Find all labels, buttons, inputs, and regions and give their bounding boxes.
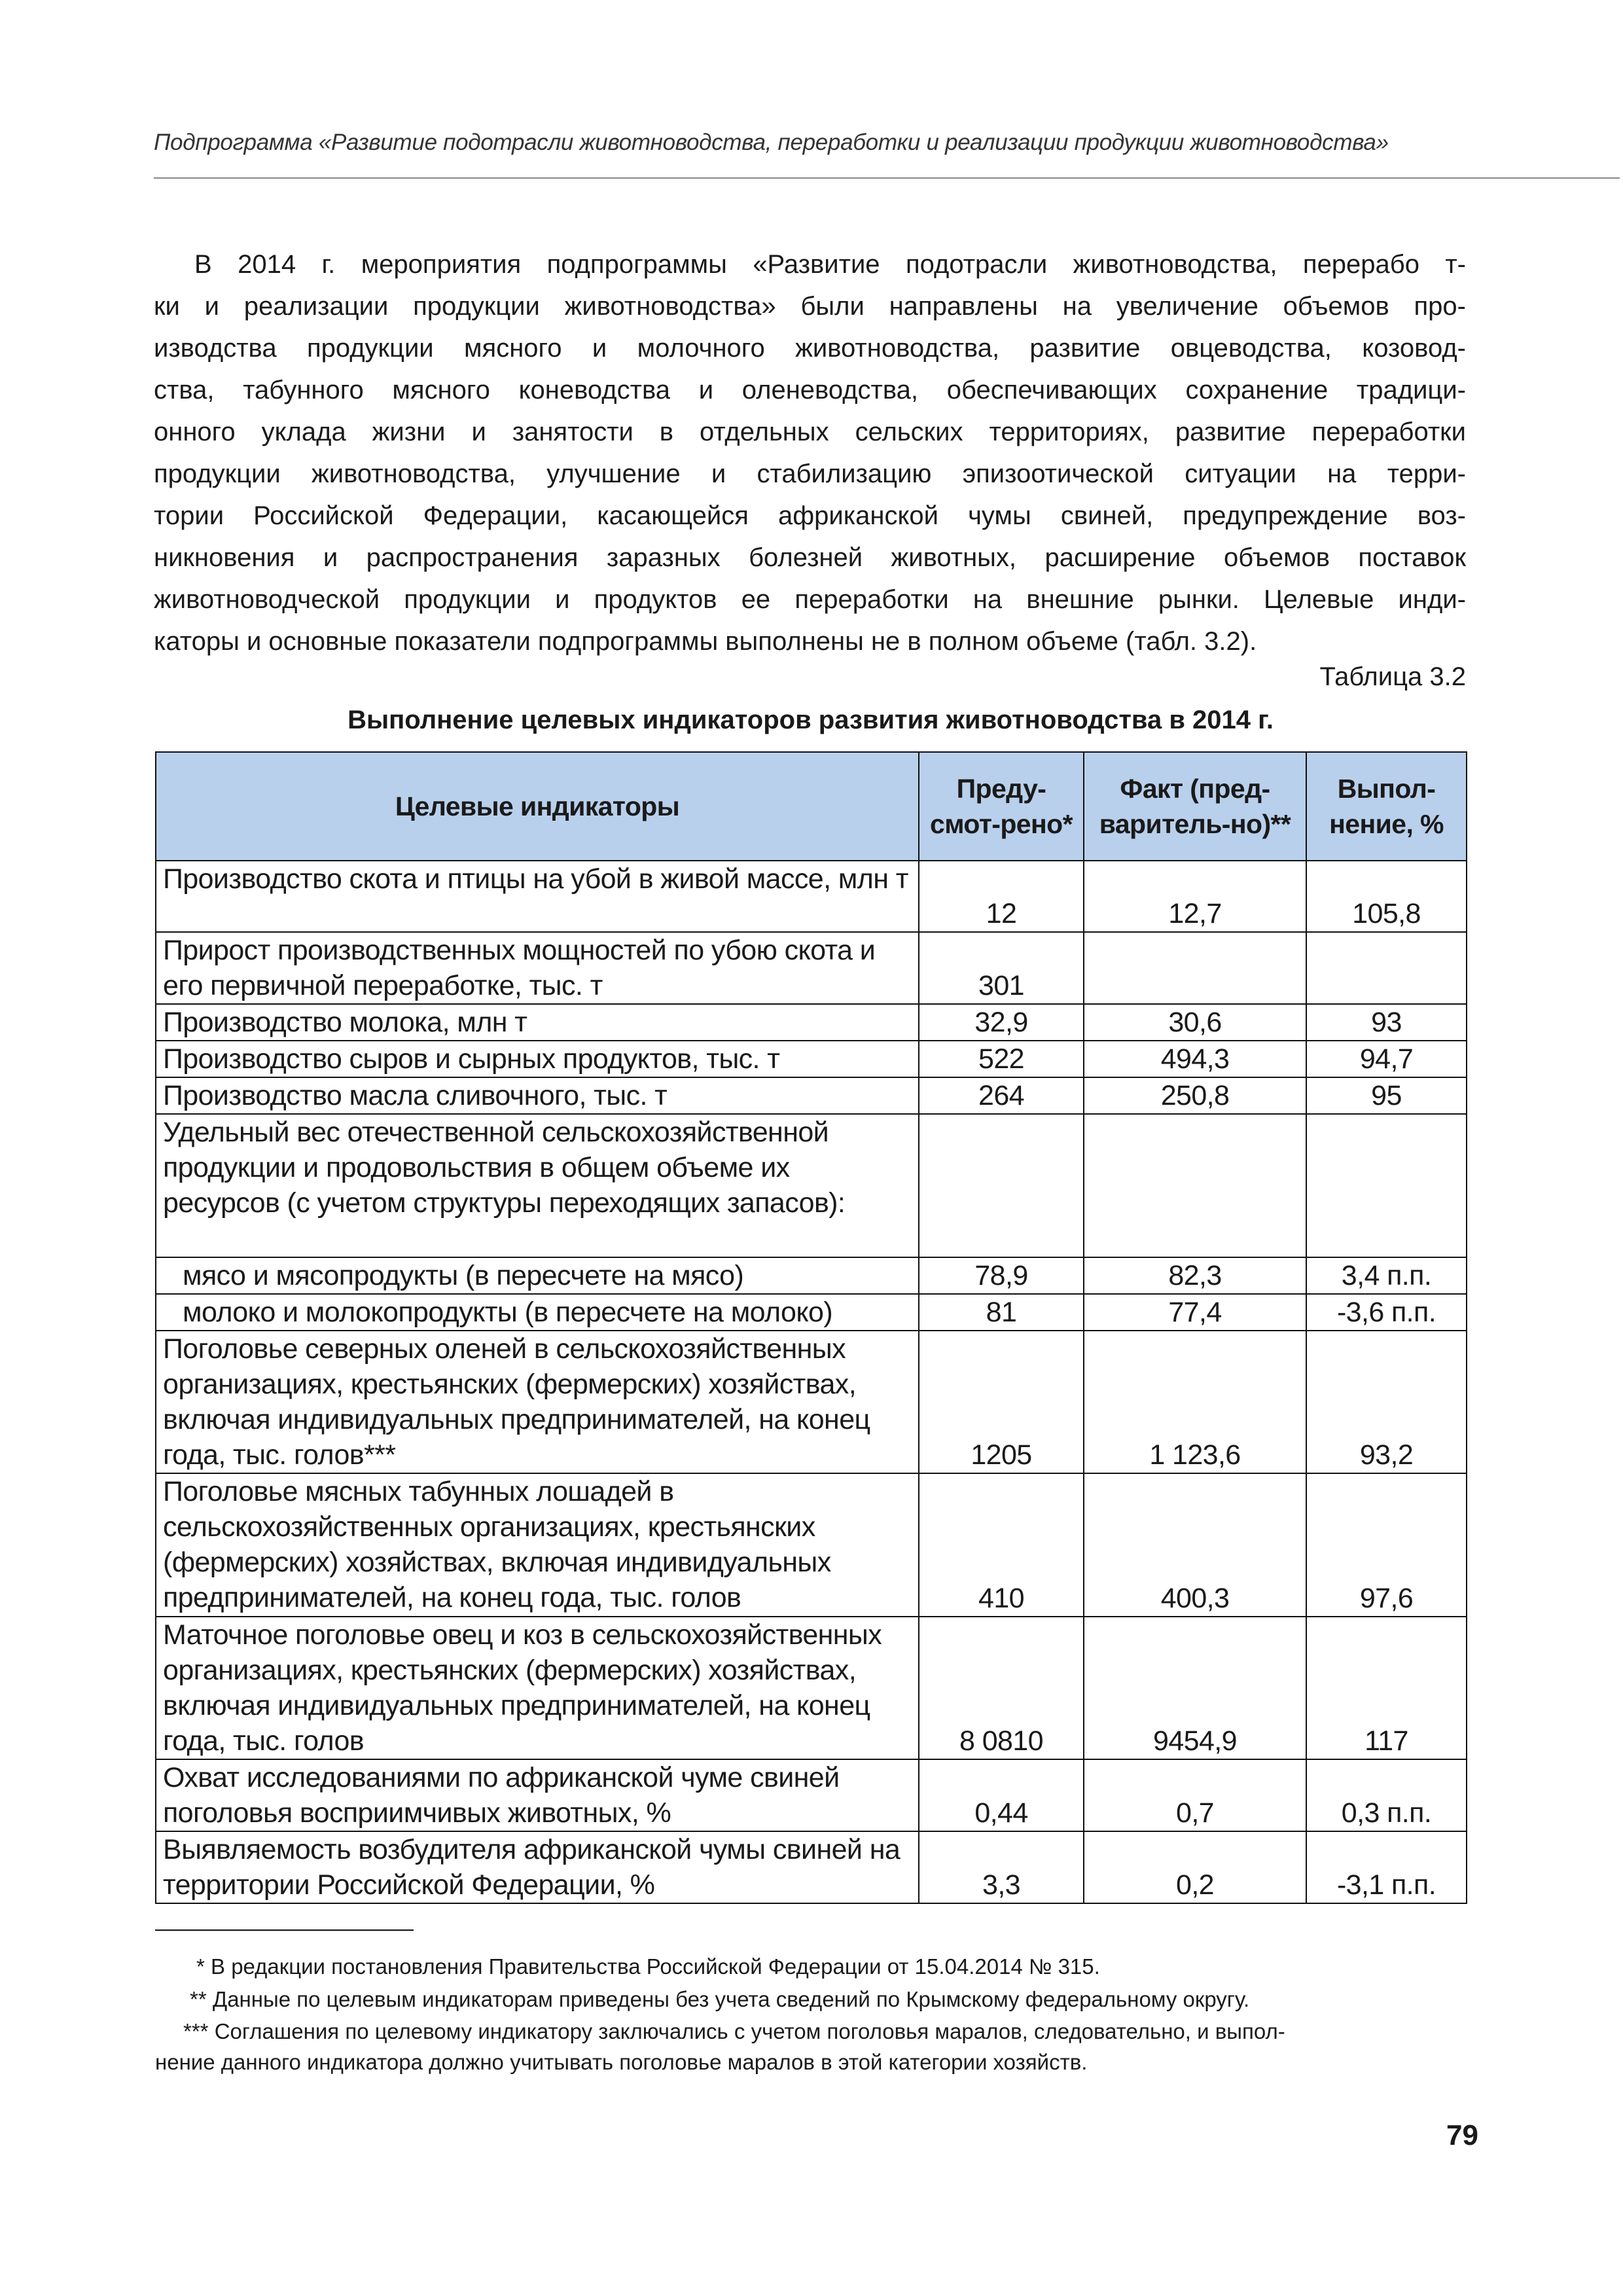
table-row: [156, 932, 1467, 1004]
col-header-planned: Преду-смот-рено*: [919, 752, 1084, 861]
planned-cell: [919, 1114, 1084, 1257]
table-row: [156, 1759, 1467, 1831]
col-header-done: Выпол-нение, %: [1306, 752, 1467, 861]
actual-cell: 30,6: [1084, 1004, 1306, 1041]
actual-cell: [1084, 1114, 1306, 1257]
planned-cell: 8 0810: [919, 1617, 1084, 1759]
paragraph-line: продукции животноводства, улучшение и стабилизацию эпизоотической ситуации на терри-: [154, 459, 1466, 488]
footnote-1: * В редакции постановления Правительства Российской Федерации от 15.04.2014 № 315.: [196, 1954, 1100, 1979]
indicator-cell: Маточное поголовье овец и коз в сельскохозяйственных организациях, крестьянских (фермерских) хозяйствах, включая индивидуальных предпринимателей, на конец года, тыс. голов: [156, 1617, 919, 1759]
indicator-cell: Поголовье северных оленей в сельскохозяйственных организациях, крестьянских (фермерских) хозяйствах, включая индивидуальных предпринимателей, на конец года, тыс. голов***: [156, 1331, 919, 1473]
done-cell: 117: [1306, 1617, 1467, 1759]
planned-cell: 264: [919, 1077, 1084, 1114]
table-row: [156, 1004, 1467, 1041]
planned-cell: 410: [919, 1473, 1084, 1617]
table-row: [156, 1294, 1467, 1331]
planned-cell: 78,9: [919, 1257, 1084, 1294]
actual-cell: 250,8: [1084, 1077, 1306, 1114]
header-rule: [154, 177, 1620, 179]
actual-cell: 9454,9: [1084, 1617, 1306, 1759]
col-header-actual: Факт (пред-варитель-но)**: [1084, 752, 1306, 861]
running-head: Подпрограмма «Развитие подотрасли животноводства, переработки и реализации продукции животноводства»: [154, 130, 1389, 155]
table-title: Выполнение целевых индикаторов развития животноводства в 2014 г.: [348, 706, 1274, 734]
paragraph-line: ки и реализации продукции животноводства» были направлены на увеличение объемов про-: [154, 292, 1466, 321]
indicator-cell: Поголовье мясных табунных лошадей в сельскохозяйственных организациях, крестьянских (фермерских) хозяйствах, включая индивидуальных предпринимателей, на конец года, тыс. голов: [156, 1473, 919, 1617]
table-row: [156, 1831, 1467, 1903]
paragraph-line: изводства продукции мясного и молочного животноводства, развитие овцеводства, козовод-: [154, 334, 1466, 363]
planned-cell: 522: [919, 1041, 1084, 1077]
paragraph-line: ства, табунного мясного коневодства и оленеводства, обеспечивающих сохранение традици-: [154, 376, 1466, 404]
indicator-cell: мясо и мясопродукты (в пересчете на мясо): [156, 1257, 919, 1294]
footnote-3: *** Соглашения по целевому индикатору заключались с учетом поголовья маралов, следовательно, и выпол-: [183, 2019, 1285, 2043]
done-cell: -3,1 п.п.: [1306, 1831, 1467, 1903]
paragraph-line: тории Российской Федерации, касающейся африканской чумы свиней, предупреждение воз-: [154, 501, 1466, 530]
done-cell: 93,2: [1306, 1331, 1467, 1473]
indicator-cell: Производство скота и птицы на убой в живой массе, млн т: [156, 861, 919, 932]
paragraph-line: онного уклада жизни и занятости в отдельных сельских территориях, развитие переработки: [154, 418, 1466, 446]
planned-cell: 32,9: [919, 1004, 1084, 1041]
indicator-cell: Производство сыров и сырных продуктов, тыс. т: [156, 1041, 919, 1077]
table-row: [156, 1617, 1467, 1759]
table-header-row: [156, 752, 1467, 861]
done-cell: 95: [1306, 1077, 1467, 1114]
table-row: [156, 1331, 1467, 1473]
actual-cell: 77,4: [1084, 1294, 1306, 1331]
indicator-cell: Прирост производственных мощностей по убою скота и его первичной переработке, тыс. т: [156, 932, 919, 1004]
paragraph-line: каторы и основные показатели подпрограммы выполнены не в полном объеме (табл. 3.2).: [154, 627, 1257, 656]
done-cell: 0,3 п.п.: [1306, 1759, 1467, 1831]
indicators-table: [155, 751, 1467, 1904]
indicator-cell: Охват исследованиями по африканской чуме свиней поголовья восприимчивых животных, %: [156, 1759, 919, 1831]
page-number: 79: [1446, 2119, 1478, 2151]
indicator-cell: молоко и молокопродукты (в пересчете на молоко): [156, 1294, 919, 1331]
table-row: [156, 1257, 1467, 1294]
table-row: [156, 1041, 1467, 1077]
actual-cell: [1084, 932, 1306, 1004]
table-row: [156, 1077, 1467, 1114]
body-paragraph: [154, 243, 1466, 662]
done-cell: -3,6 п.п.: [1306, 1294, 1467, 1331]
footnote-3-cont: нение данного индикатора должно учитывать поголовье маралов в этой категории хозяйств.: [155, 2050, 1088, 2074]
actual-cell: 1 123,6: [1084, 1331, 1306, 1473]
indicator-cell: Удельный вес отечественной сельскохозяйственной продукции и продовольствия в общем объеме их ресурсов (с учетом структуры переходящих запасов):: [156, 1114, 919, 1257]
table-row: [156, 1114, 1467, 1257]
footnote-rule: [155, 1929, 414, 1931]
done-cell: [1306, 1114, 1467, 1257]
table-row: [156, 1473, 1467, 1617]
actual-cell: 0,2: [1084, 1831, 1306, 1903]
done-cell: 3,4 п.п.: [1306, 1257, 1467, 1294]
planned-cell: 12: [919, 861, 1084, 932]
col-header-indicator: Целевые индикаторы: [156, 752, 919, 861]
done-cell: 105,8: [1306, 861, 1467, 932]
actual-cell: 0,7: [1084, 1759, 1306, 1831]
planned-cell: 1205: [919, 1331, 1084, 1473]
planned-cell: 81: [919, 1294, 1084, 1331]
planned-cell: 0,44: [919, 1759, 1084, 1831]
indicator-cell: Производство масла сливочного, тыс. т: [156, 1077, 919, 1114]
actual-cell: 400,3: [1084, 1473, 1306, 1617]
actual-cell: 12,7: [1084, 861, 1306, 932]
table-row: [156, 861, 1467, 932]
paragraph-line: В 2014 г. мероприятия подпрограммы «Развитие подотрасли животноводства, перерабо т-: [194, 250, 1466, 279]
planned-cell: 301: [919, 932, 1084, 1004]
indicator-cell: Выявляемость возбудителя африканской чумы свиней на территории Российской Федерации, %: [156, 1831, 919, 1903]
done-cell: [1306, 932, 1467, 1004]
done-cell: 94,7: [1306, 1041, 1467, 1077]
indicator-cell: Производство молока, млн т: [156, 1004, 919, 1041]
footnote-2: ** Данные по целевым индикаторам приведены без учета сведений по Крымскому федеральному округу.: [190, 1987, 1250, 2011]
done-cell: 97,6: [1306, 1473, 1467, 1617]
planned-cell: 3,3: [919, 1831, 1084, 1903]
actual-cell: 494,3: [1084, 1041, 1306, 1077]
paragraph-line: никновения и распространения заразных болезней животных, расширение объемов поставок: [154, 543, 1466, 572]
actual-cell: 82,3: [1084, 1257, 1306, 1294]
table-number: Таблица 3.2: [1319, 662, 1466, 691]
paragraph-line: животноводческой продукции и продуктов ее переработки на внешние рынки. Целевые инди-: [154, 585, 1466, 614]
done-cell: 93: [1306, 1004, 1467, 1041]
